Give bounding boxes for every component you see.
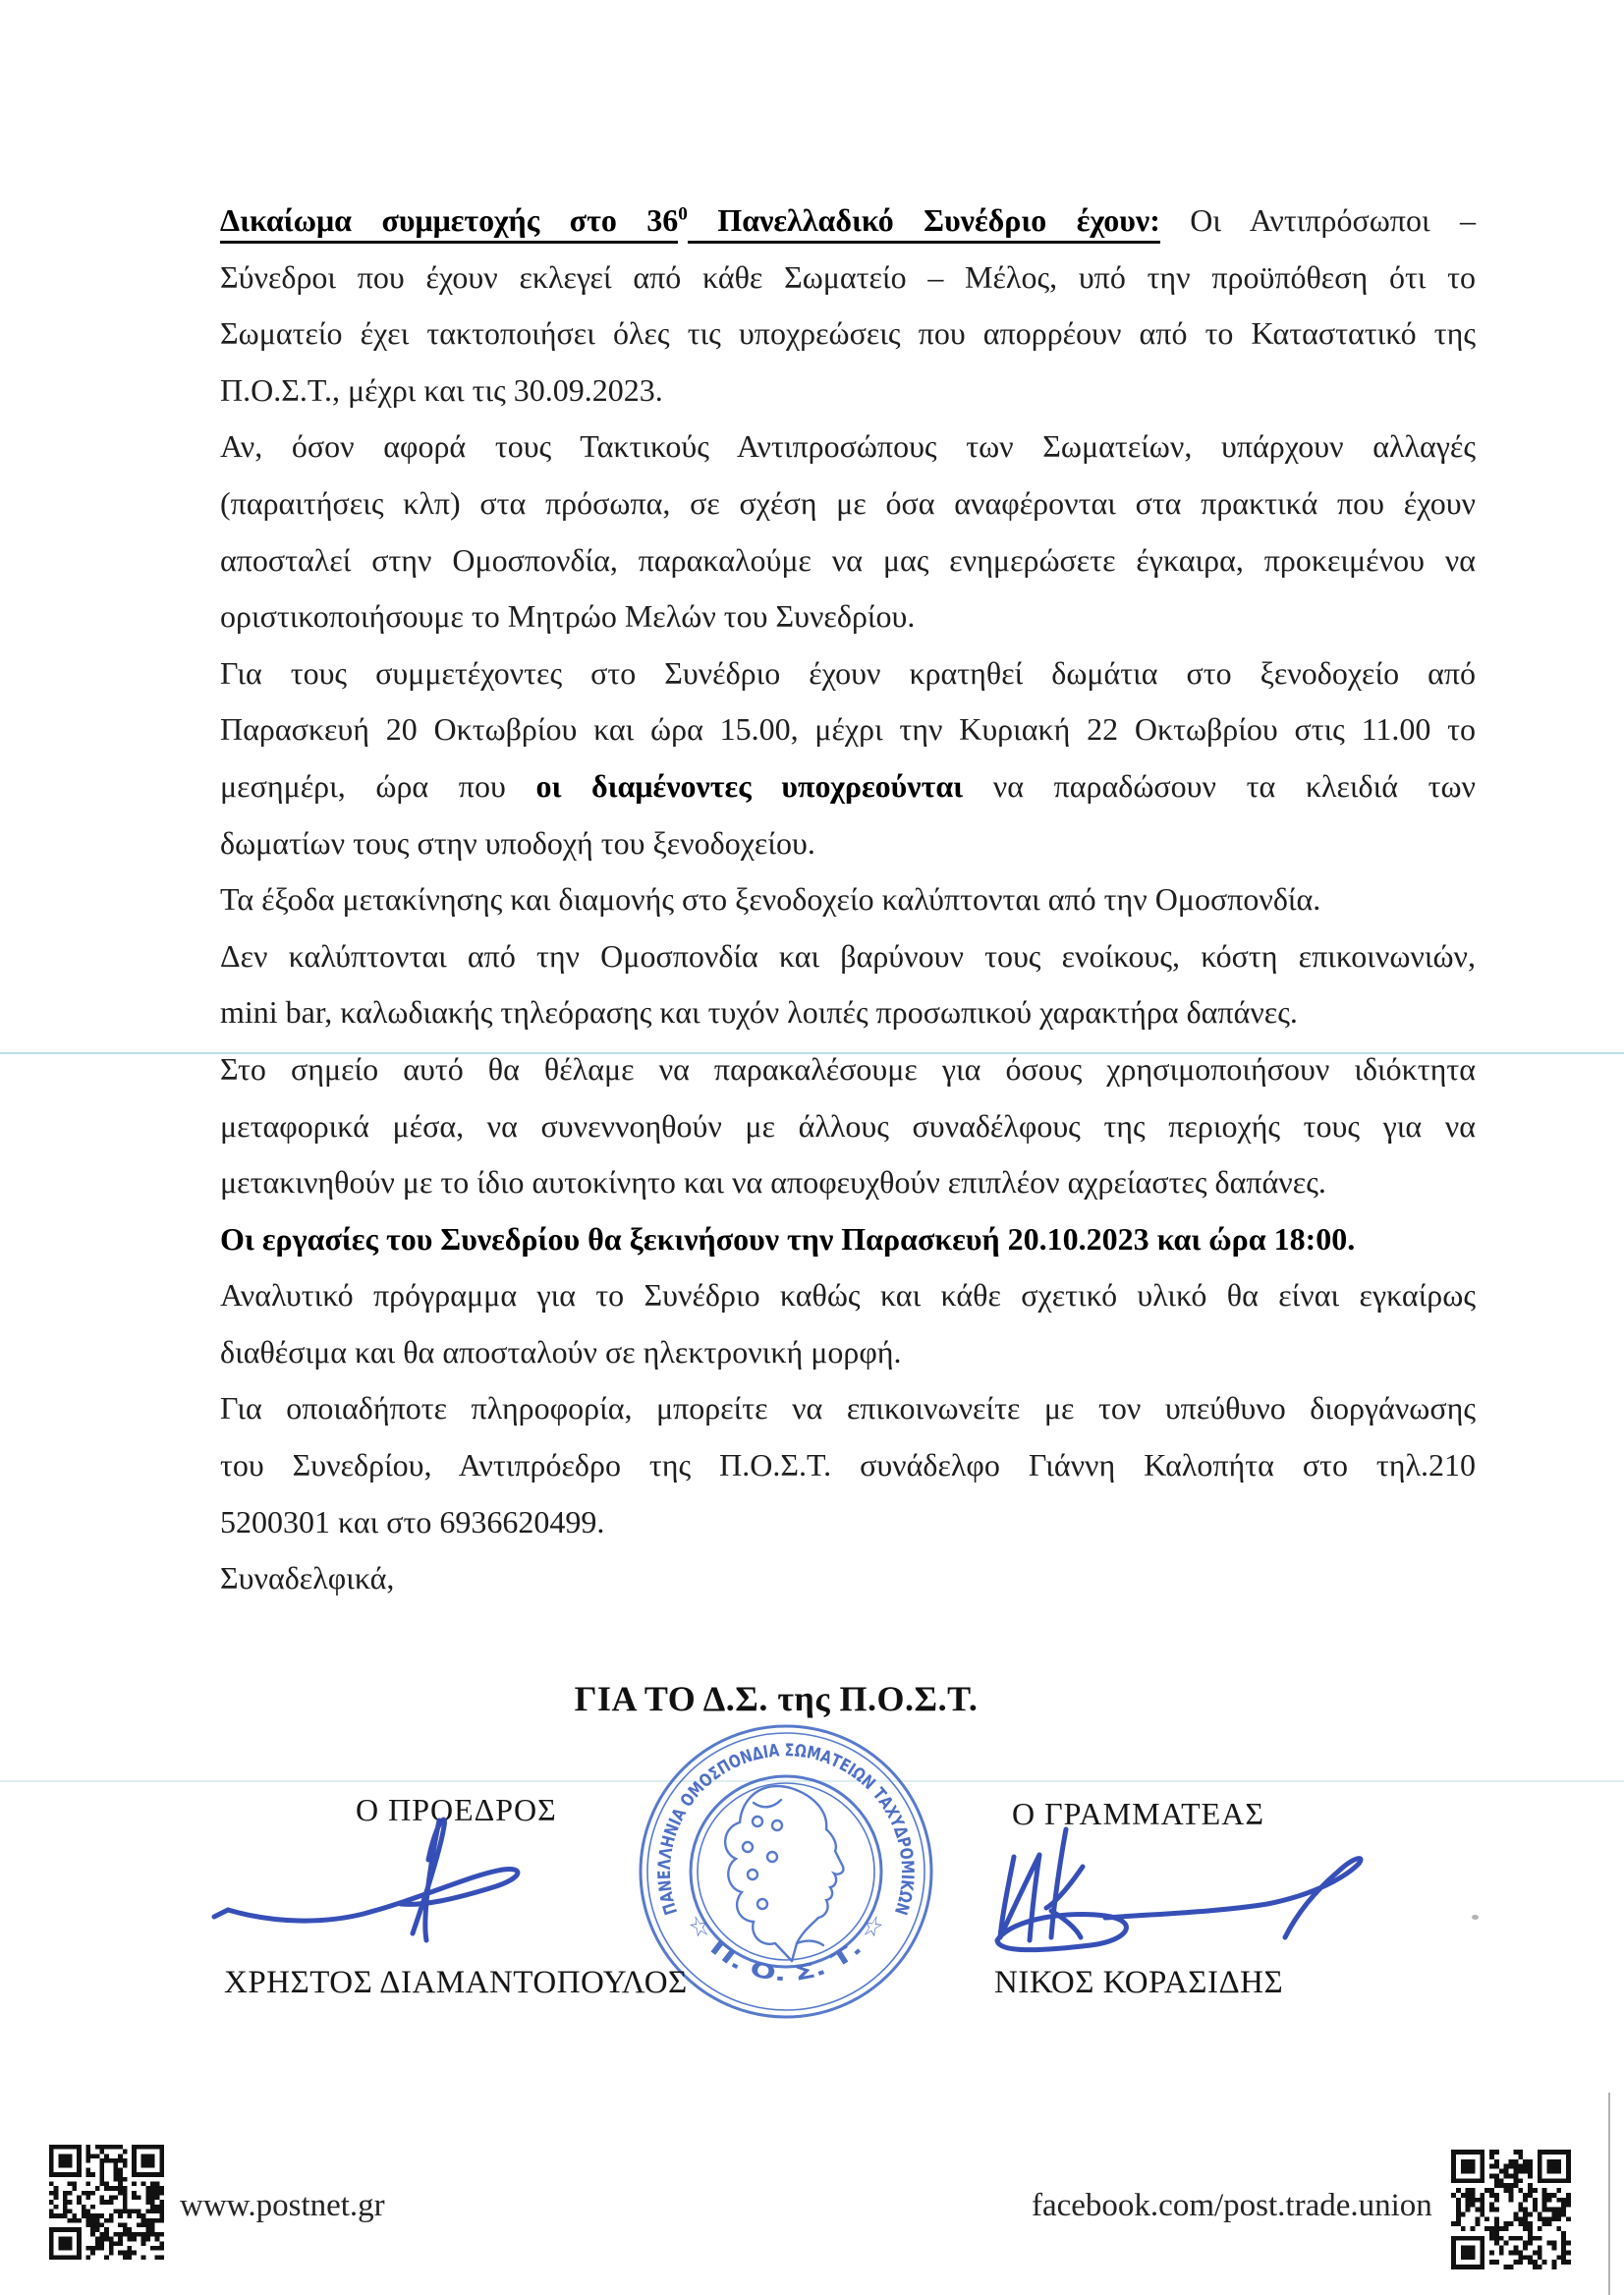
body-line: Δεν καλύπτονται από την Ομοσπονδία και βαρύνουν τους ενοίκους, κόστη επικοινωνιών,: [220, 937, 1476, 974]
scan-artifact-vertical-line: [1608, 2093, 1610, 2295]
facebook-url: facebook.com/post.trade.union: [1032, 2188, 1432, 2223]
body-line: διαθέσιμα και θα αποσταλούν σε ηλεκτρονική μορφή.: [220, 1333, 902, 1370]
body-line: Δικαίωμα συμμετοχής στο $36^0$ Πανελλαδικό Συνέδριο έχουν: Οι Αντιπρόσωποι –: [220, 193, 1476, 250]
body-line: Παρασκευή 20 Οκτωβρίου και ώρα 15.00, μέχρι την Κυριακή 22 Οκτωβρίου στις 11.00 το: [220, 711, 1476, 748]
body-line: μετακινηθούν με το ίδιο αυτοκίνητο και να αποφευχθούν επιπλέον αχρείαστες δαπάνες.: [220, 1164, 1326, 1201]
body-line: mini bar, καλωδιακής τηλεόρασης και τυχόν λοιπές προσωπικού χαρακτήρα δαπάνες.: [220, 994, 1298, 1031]
president-name: ΧΡΗΣΤΟΣ ΔΙΑΜΑΝΤΟΠΟΥΛΟΣ: [224, 1965, 688, 2000]
body-line: Οι εργασίες του Συνεδρίου θα ξεκινήσουν την Παρασκευή 20.10.2023 και ώρα 18:00.: [220, 1220, 1356, 1257]
president-label: Ο ΠΡΟΕΔΡΟΣ: [356, 1792, 557, 1827]
letter-body: [220, 193, 1476, 1607]
body-line: μεταφορικά μέσα, να συνεννοηθούν με άλλους συναδέλφους της περιοχής τους για να: [220, 1107, 1476, 1144]
body-line: Για τους συμμετέχοντες στο Συνέδριο έχουν κρατηθεί δωμάτια στο ξενοδοχείο από: [220, 654, 1476, 691]
body-line: δωματίων τους στην υποδοχή του ξενοδοχείου.: [220, 824, 815, 861]
body-line: οριστικοποιήσουμε το Μητρώο Μελών του Συνεδρίου.: [220, 598, 916, 635]
stamp-bottom-text: ☆ Π. Ο. Σ. Τ. ☆: [682, 1909, 885, 1987]
secretary-name: ΝΙΚΟΣ ΚΟΡΑΣΙΔΗΣ: [994, 1965, 1284, 2000]
website-url: www.postnet.gr: [180, 2188, 385, 2223]
body-line: Σύνεδροι που έχουν εκλεγεί από κάθε Σωματείο – Μέλος, υπό την προϋπόθεση ότι το: [220, 258, 1476, 295]
body-line: Συναδελφικά,: [220, 1560, 395, 1596]
body-line: Αν, όσον αφορά τους Τακτικούς Αντιπροσώπους των Σωματείων, υπάρχουν αλλαγές: [220, 428, 1476, 465]
body-line: αποσταλεί στην Ομοσπονδία, παρακαλούμε να μας ενημερώσετε έγκαιρα, προκειμένου να: [220, 541, 1476, 578]
body-line: (παραιτήσεις κλπ) στα πρόσωπα, σε σχέση με όσα αναφέρονται στα πρακτικά που έχουν: [220, 484, 1476, 521]
signatures-layer: [196, 1798, 1395, 1965]
body-line: Για οποιαδήποτε πληροφορία, μπορείτε να επικοινωνείτε με τον υπεύθυνο διοργάνωσης: [220, 1390, 1476, 1427]
for-the-board-line: ΓΙΑ ΤΟ Δ.Σ. της Π.Ο.Σ.Τ.: [574, 1679, 979, 1718]
body-line: Σωματείο έχει τακτοποιήσει όλες τις υποχρεώσεις που απορρέουν από το Καταστατικό της: [220, 315, 1476, 352]
secretary-signature: [997, 1829, 1361, 1950]
qr-code-website: [49, 2145, 164, 2260]
secretary-label: Ο ΓΡΑΜΜΑΤΕΑΣ: [1012, 1796, 1264, 1831]
body-line: του Συνεδρίου, Αντιπρόεδρο της Π.Ο.Σ.Τ. συνάδελφο Γιάννη Καλοπήτα στο τηλ.210: [220, 1447, 1476, 1483]
body-line: 5200301 και στο 6936620499.: [220, 1503, 605, 1539]
body-line: μεσημέρι, ώρα που οι διαμένοντες υποχρεούνται να παραδώσουν τα κλειδιά των: [220, 767, 1477, 804]
body-line: Αναλυτικό πρόγραμμα για το Συνέδριο καθώς και κάθε σχετικό υλικό θα είναι εγκαίρως: [220, 1277, 1476, 1314]
stamp-ring-text: ΠΑΝΕΛΛΗΝΙΑ ΟΜΟΣΠΟΝΔΙΑ ΣΩΜΑΤΕΙΩΝ ΤΑΧΥΔΡΟΜΙΚΩΝ: [654, 1741, 918, 1921]
body-line: Τα έξοδα μετακίνησης και διαμονής στο ξενοδοχείο καλύπτονται από την Ομοσπονδία.: [220, 881, 1321, 918]
body-line: Π.Ο.Σ.Τ., μέχρι και τις 30.09.2023.: [220, 371, 663, 408]
president-signature: [214, 1819, 518, 1940]
qr-code-facebook: [1451, 2150, 1571, 2269]
body-line: Στο σημείο αυτό θα θέλαμε να παρακαλέσουμε για όσους χρησιμοποιήσουν ιδιόκτητα: [220, 1050, 1476, 1087]
scan-artifact-dot: [1472, 1915, 1479, 1920]
